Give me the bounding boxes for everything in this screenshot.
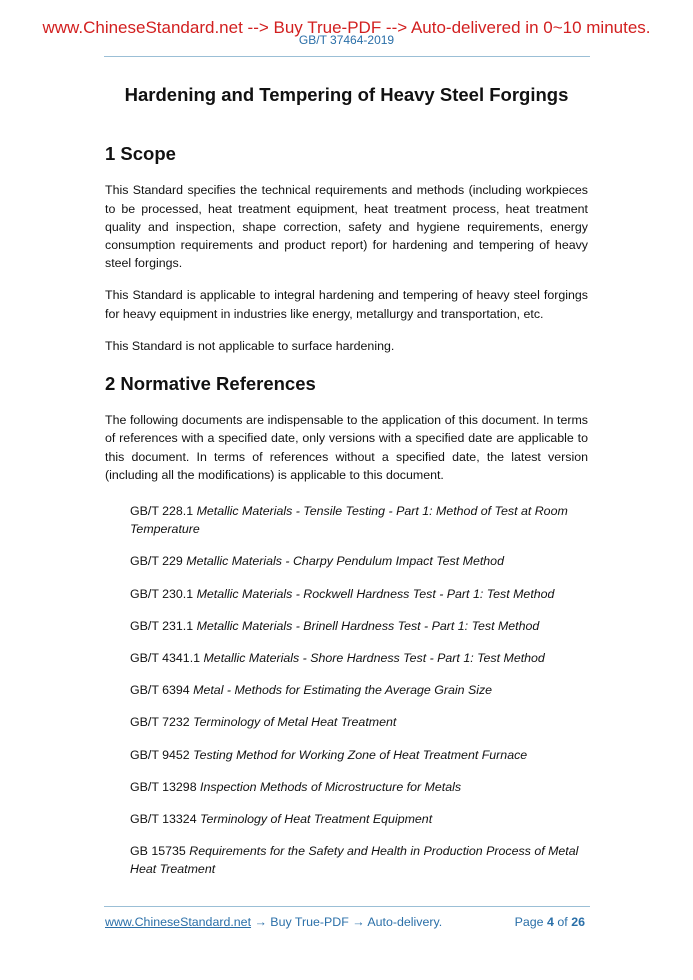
document-number: GB/T 37464-2019 bbox=[298, 33, 395, 47]
reference-code: GB/T 4341.1 bbox=[130, 651, 201, 666]
reference-item bbox=[130, 713, 588, 731]
reference-item bbox=[130, 778, 588, 796]
reference-code: GB/T 13324 bbox=[130, 812, 197, 827]
reference-item bbox=[130, 746, 588, 764]
footer-text: → Buy True-PDF → Auto-delivery. bbox=[251, 915, 443, 929]
total-pages: 26 bbox=[571, 915, 585, 929]
reference-title: Metallic Materials - Tensile Testing - Part 1: Method of Test at Room Temperature bbox=[130, 504, 568, 537]
reference-title: Inspection Methods of Microstructure for Metals bbox=[200, 779, 462, 794]
section-heading-normative-references: 2 Normative References bbox=[105, 373, 316, 395]
footer-link[interactable]: www.ChineseStandard.net bbox=[105, 915, 252, 929]
reference-item bbox=[130, 649, 588, 667]
header-divider bbox=[104, 56, 590, 57]
reference-code: GB/T 228.1 bbox=[130, 504, 194, 519]
reference-item bbox=[130, 502, 588, 538]
document-title: Hardening and Tempering of Heavy Steel Forgings bbox=[124, 84, 569, 105]
reference-item bbox=[130, 585, 588, 603]
page-indicator: Page 4 of 26 bbox=[514, 915, 585, 929]
reference-item bbox=[130, 810, 588, 828]
reference-code: GB/T 9452 bbox=[130, 747, 190, 762]
section-heading-scope: 1 Scope bbox=[105, 143, 176, 165]
reference-code: GB/T 7232 bbox=[130, 715, 190, 730]
reference-title: Metallic Materials - Charpy Pendulum Impact Test Method bbox=[186, 554, 504, 569]
footer bbox=[105, 915, 585, 929]
reference-list bbox=[130, 502, 588, 879]
reference-code: GB/T 230.1 bbox=[130, 586, 194, 601]
reference-title: Metallic Materials - Shore Hardness Test - Part 1: Test Method bbox=[203, 651, 545, 666]
paragraph: This Standard specifies the technical requirements and methods (including workpieces to be processed, heat treatment equipment, heat treatment process, heat treatment quality and inspection, shape correction, safety and hygiene requirements, energy consumption requirements and product report) for hardening and tempering of heavy steel forgings. bbox=[105, 183, 588, 271]
reference-code: GB/T 229 bbox=[130, 554, 183, 569]
paragraph: This Standard is applicable to integral hardening and tempering of heavy steel forgings for heavy equipment in industries like energy, metallurgy and transportation, etc. bbox=[105, 288, 588, 321]
document-body bbox=[105, 86, 588, 893]
reference-code: GB/T 6394 bbox=[130, 683, 190, 698]
reference-item bbox=[130, 617, 588, 635]
reference-code: GB/T 231.1 bbox=[130, 618, 194, 633]
reference-title: Metallic Materials - Brinell Hardness Test - Part 1: Test Method bbox=[196, 618, 540, 633]
reference-item bbox=[130, 681, 588, 699]
reference-title: Requirements for the Safety and Health in Production Process of Metal Heat Treatment bbox=[130, 844, 579, 877]
paragraph: This Standard is not applicable to surface hardening. bbox=[105, 338, 395, 353]
reference-title: Metal - Methods for Estimating the Average Grain Size bbox=[193, 683, 493, 698]
reference-title: Metallic Materials - Rockwell Hardness Test - Part 1: Test Method bbox=[196, 586, 555, 601]
promo-banner[interactable]: www.ChineseStandard.net --> Buy True-PDF --> Auto-delivered in 0~10 minutes. bbox=[42, 18, 651, 37]
footer-divider bbox=[104, 906, 590, 907]
reference-item bbox=[130, 842, 588, 878]
reference-item bbox=[130, 552, 588, 570]
current-page: 4 bbox=[547, 915, 554, 929]
reference-title: Testing Method for Working Zone of Heat Treatment Furnace bbox=[193, 747, 528, 762]
reference-title: Terminology of Heat Treatment Equipment bbox=[200, 812, 433, 827]
reference-code: GB 15735 bbox=[130, 844, 186, 859]
paragraph: The following documents are indispensable to the application of this document. In terms of references with a specified date, only versions with a specified date are applicable to this document. In terms of references without a specified date, the latest version (including all the modifications) is applicable to this document. bbox=[105, 413, 588, 482]
reference-code: GB/T 13298 bbox=[130, 779, 197, 794]
reference-title: Terminology of Metal Heat Treatment bbox=[193, 715, 397, 730]
